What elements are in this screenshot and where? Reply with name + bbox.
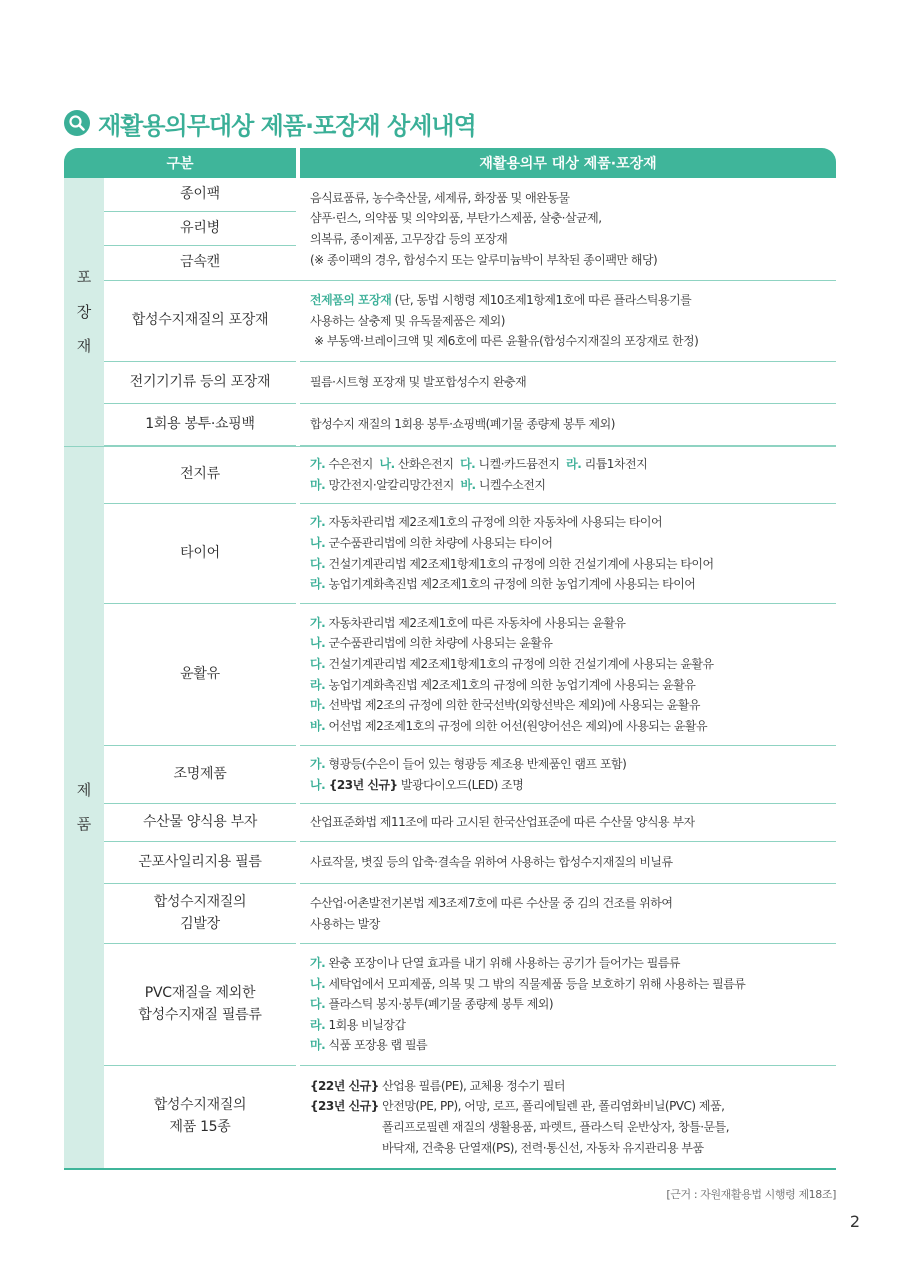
desc-text: 망간전지·알칼리망간전지 — [325, 478, 454, 492]
table-body — [64, 178, 836, 1198]
category-char: 제 — [76, 780, 92, 799]
desc-line — [310, 1015, 836, 1036]
table-row — [104, 1066, 836, 1168]
title-text: 재활용의무대상 제품·포장재 상세내역 — [98, 111, 476, 140]
row-label: 전기기기류 등의 포장재 — [104, 362, 296, 404]
row-desc: 필름·시트형 포장재 및 발포합성수지 완충재 — [300, 362, 836, 404]
desc-line — [310, 633, 836, 654]
row-desc — [300, 281, 836, 362]
label-line: 합성수지재질의 — [153, 1097, 247, 1114]
row-desc — [300, 447, 836, 504]
list-marker: 가. — [310, 515, 326, 530]
list-marker: 라. — [310, 577, 326, 592]
desc-text: 선박법 제2조의 규정에 의한 한국선박(외항선박은 제외)에 사용되는 윤활유 — [325, 698, 700, 713]
row-label: 타이어 — [104, 504, 296, 604]
desc-line — [310, 775, 836, 796]
row-desc — [300, 504, 836, 604]
page-title — [64, 106, 476, 140]
desc-line — [310, 754, 836, 775]
table-row — [104, 281, 836, 362]
row-desc: 합성수지 재질의 1회용 봉투·쇼핑백(폐기물 종량제 봉투 제외) — [300, 404, 836, 446]
label-line: 합성수지재질의 — [153, 893, 247, 910]
row-label — [104, 1066, 296, 1168]
desc-line — [310, 454, 836, 475]
category-char: 장 — [76, 302, 92, 321]
desc-line: (※ 종이팩의 경우, 합성수지 또는 알루미늄박이 부착된 종이팩만 해당) — [310, 252, 658, 267]
source-note: [근거 : 자원재활용법 시행령 제18조] — [666, 1188, 836, 1201]
row-desc — [300, 1066, 836, 1168]
new-tag: {23년 신규} — [325, 777, 398, 792]
desc-text: 군수품관리법에 의한 차량에 사용되는 윤활유 — [325, 636, 553, 651]
list-marker: 마. — [310, 698, 326, 713]
table-header — [64, 148, 836, 178]
table-row — [104, 944, 836, 1066]
desc-line — [310, 613, 836, 634]
label-line: 제품 15종 — [169, 1119, 231, 1135]
label-line: PVC재질을 제외한 — [144, 984, 256, 1001]
page-number: 2 — [849, 1212, 860, 1231]
list-marker: 바. — [460, 478, 476, 492]
desc-line — [310, 574, 836, 595]
desc-line — [310, 554, 836, 575]
desc-line — [310, 716, 836, 737]
desc-line — [310, 953, 836, 974]
list-marker: 다. — [310, 656, 326, 671]
desc-text: 건설기계관리법 제2조제1항제1호의 규정에 의한 건설기계에 사용되는 타이어 — [325, 556, 714, 571]
list-marker: 가. — [310, 756, 326, 771]
desc-line — [310, 1096, 836, 1117]
label-line: 김발장 — [180, 915, 220, 932]
row-desc: 산업표준화법 제11조에 따라 고시된 한국산업표준에 따른 수산물 양식용 부자 — [300, 804, 836, 842]
pack-items-cell — [104, 178, 296, 280]
table-row — [104, 178, 836, 280]
list-marker: 마. — [310, 478, 326, 492]
row-label: 조명제품 — [104, 746, 296, 804]
desc-text: 농업기계화촉진법 제2조제1호의 규정에 의한 농업기계에 사용되는 윤활유 — [325, 677, 696, 692]
desc-text: 어선법 제2조제1호의 규정에 의한 어선(원양어선은 제외)에 사용되는 윤활유 — [325, 718, 708, 733]
desc-line: 사용하는 발장 — [310, 916, 380, 931]
highlight-text: 전제품의 포장재 — [310, 293, 392, 308]
desc-line — [310, 654, 836, 675]
list-marker: 다. — [310, 556, 326, 571]
header-items: 재활용의무 대상 제품·포장재 — [300, 148, 836, 178]
desc-text: 산화은전지 — [394, 457, 454, 472]
table-row — [104, 804, 836, 842]
list-marker: 가. — [310, 615, 326, 630]
desc-text: 형광등(수은이 들어 있는 형광등 제조용 반제품인 램프 포함) — [325, 756, 627, 771]
desc-line: 바닥재, 건축용 단열재(PS), 전력·통신선, 자동차 유지관리용 부품 — [382, 1140, 704, 1155]
row-desc — [300, 604, 836, 746]
list-marker: 라. — [310, 677, 326, 692]
desc-line — [310, 994, 836, 1015]
table-row — [104, 884, 836, 944]
table-row — [104, 842, 836, 884]
desc-text: 농업기계화촉진법 제2조제1호의 규정에 의한 농업기계에 사용되는 타이어 — [325, 577, 696, 592]
list-marker: 다. — [310, 997, 326, 1012]
product-table — [64, 148, 836, 1198]
table-row — [104, 604, 836, 746]
desc-text: 자동차관리법 제2조제1호에 따른 자동차에 사용되는 윤활유 — [325, 615, 626, 630]
row-label — [104, 884, 296, 944]
category-char: 포 — [76, 268, 92, 287]
list-marker: 가. — [310, 955, 326, 970]
row-label: 수산물 양식용 부자 — [104, 804, 296, 842]
desc-text: 완충 포장이나 단열 효과를 내기 위해 사용하는 공기가 들어가는 필름류 — [325, 955, 680, 970]
row-label: 곤포사일리지용 필름 — [104, 842, 296, 884]
pack-items-desc — [300, 178, 836, 280]
list-marker: 나. — [310, 976, 326, 991]
category-char: 재 — [76, 337, 92, 356]
desc-text: 건설기계관리법 제2조제1항제1호의 규정에 의한 건설기계에 사용되는 윤활유 — [325, 656, 714, 671]
desc-line — [310, 1076, 836, 1097]
search-icon — [64, 110, 90, 136]
list-marker: 가. — [310, 457, 326, 472]
table-row — [104, 404, 836, 446]
list-marker: 나. — [310, 535, 326, 550]
paper-pack-label: 종이팩 — [104, 178, 296, 212]
desc-text: 1회용 비닐장갑 — [325, 1017, 406, 1032]
list-marker: 라. — [566, 457, 582, 472]
desc-line: 의복류, 종이제품, 고무장갑 등의 포장재 — [310, 232, 508, 246]
list-marker: 나. — [310, 636, 326, 651]
desc-text: 니켈·카드뮴전지 — [475, 457, 560, 472]
desc-text: 플라스틱 봉지·봉투(폐기물 종량제 봉투 제외) — [325, 997, 554, 1012]
desc-text: 산업용 필름(PE), 교체용 정수기 필터 — [378, 1078, 566, 1093]
desc-text: 군수품관리법에 의한 차량에 사용되는 타이어 — [325, 535, 553, 550]
desc-line — [310, 290, 836, 311]
label-line: 합성수지재질 필름류 — [138, 1006, 262, 1023]
desc-text: 수은전지 — [325, 457, 373, 472]
desc-text: 리튬1차전지 — [581, 457, 648, 472]
table-row — [104, 362, 836, 404]
desc-line: 수산업·어촌발전기본법 제3조제7호에 따른 수산물 중 김의 건조를 위하여 — [310, 895, 673, 910]
row-desc — [300, 884, 836, 944]
list-marker: 마. — [310, 1038, 326, 1053]
header-category: 구분 — [64, 148, 296, 178]
list-marker: 바. — [310, 718, 326, 733]
desc-line: 폴리프로필렌 재질의 생활용품, 파렛트, 플라스틱 운반상자, 창틀·문틀, — [382, 1120, 730, 1134]
desc-text: 세탁업에서 모피제품, 의복 및 그 밖의 직물제품 등을 보호하기 위해 사용하는 필름류 — [325, 976, 746, 991]
table-row — [104, 746, 836, 804]
desc-line: 음식료품류, 농수축산물, 세제류, 화장품 및 애완동물 — [310, 190, 570, 205]
glass-bottle-label: 유리병 — [104, 212, 296, 246]
row-label: 윤활유 — [104, 604, 296, 746]
desc-line: 샴푸·린스, 의약품 및 의약외품, 부탄가스제품, 살충·살균제, — [310, 211, 602, 226]
desc-line — [310, 512, 836, 533]
desc-line — [310, 1035, 836, 1056]
row-desc — [300, 944, 836, 1066]
desc-text: (단, 동법 시행령 제10조제1항제1호에 따른 플라스틱용기를 — [391, 293, 692, 308]
new-tag: {23년 신규} — [310, 1099, 379, 1114]
desc-line: 사용하는 살충제 및 유독물제품은 제외) — [310, 313, 505, 328]
metal-can-label: 금속캔 — [180, 254, 220, 271]
desc-line: ※ 부동액·브레이크액 및 제6호에 따른 윤활유(합성수지재질의 포장재로 한정) — [314, 334, 699, 349]
row-desc — [300, 746, 836, 804]
row-label: 전지류 — [104, 447, 296, 504]
desc-text: 자동차관리법 제2조제1호의 규정에 의한 자동차에 사용되는 타이어 — [325, 515, 663, 530]
desc-text: 안전망(PE, PP), 어망, 로프, 폴리에틸렌 관, 폴리염화비닐(PVC) 제품, — [378, 1099, 725, 1114]
row-label: 합성수지재질의 포장재 — [104, 281, 296, 362]
list-marker: 라. — [310, 1017, 326, 1032]
list-marker: 나. — [379, 457, 395, 472]
row-desc: 사료작물, 볏짚 등의 압축·결속을 위하여 사용하는 합성수지재질의 비닐류 — [300, 842, 836, 884]
desc-text: 니켈수소전지 — [475, 478, 546, 492]
category-packaging — [64, 178, 104, 446]
desc-line — [310, 475, 836, 496]
row-label — [104, 944, 296, 1066]
desc-text: 식품 포장용 랩 필름 — [325, 1038, 428, 1053]
desc-line — [310, 675, 836, 696]
desc-line — [310, 695, 836, 716]
row-label: 1회용 봉투·쇼핑백 — [104, 404, 296, 446]
table-row — [104, 447, 836, 504]
list-marker: 다. — [460, 457, 476, 472]
desc-text: 발광다이오드(LED) 조명 — [397, 777, 524, 792]
category-products — [64, 446, 104, 1168]
table-row — [104, 504, 836, 604]
desc-line — [310, 974, 836, 995]
list-marker: 나. — [310, 777, 326, 792]
new-tag: {22년 신규} — [310, 1078, 379, 1093]
category-char: 품 — [76, 815, 92, 833]
desc-line — [310, 533, 836, 554]
